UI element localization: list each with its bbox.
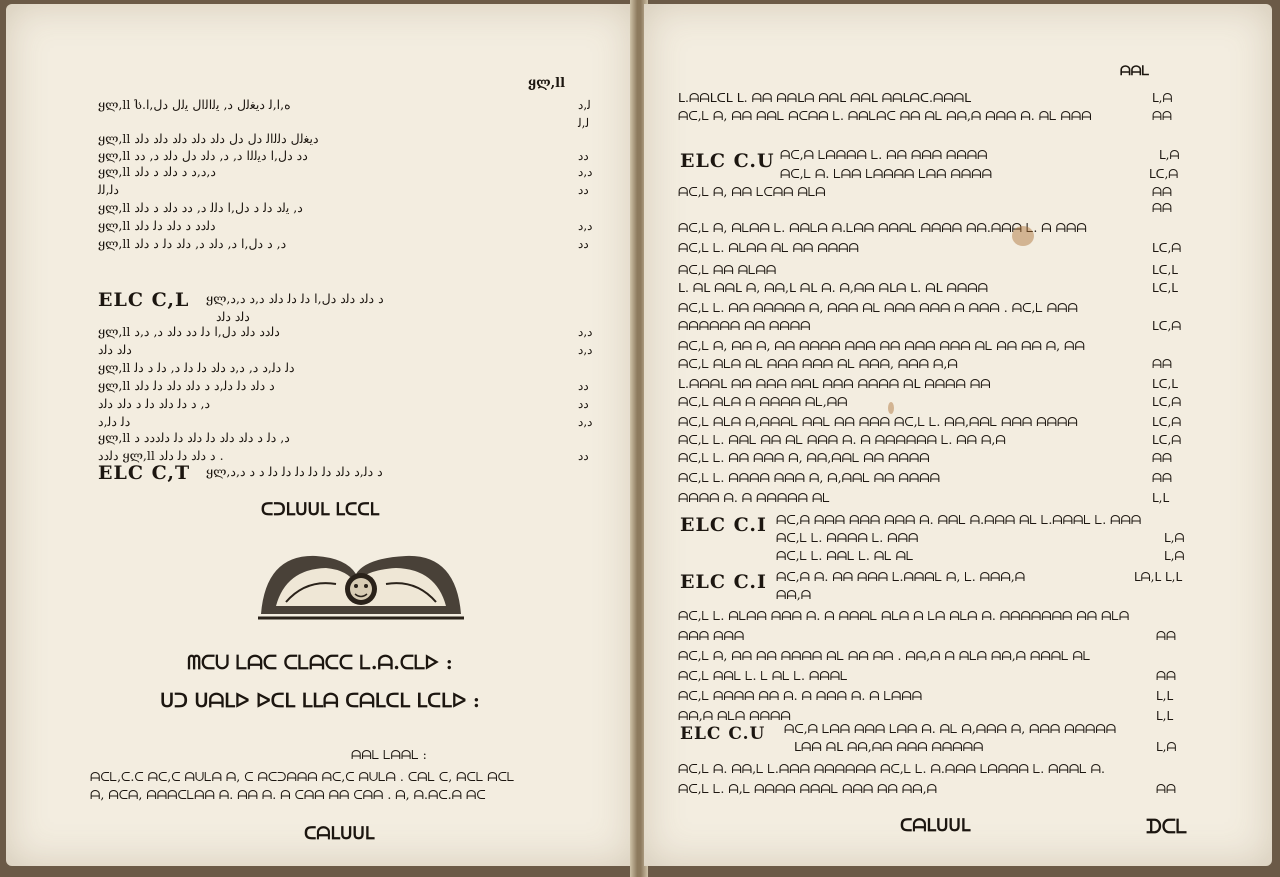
closing-line: ᗩ, ᗩᑕᗩ, ᗩᗩᗩᑕᒪᗩᗩ ᗩ. ᗩᗩ ᗩ. ᗩ ᑕᗩᗩ ᗩᗩ ᑕᗩᗩ . ᗩ, ᗩ.ᗩᑕ.ᗩ ᗩᑕ — [90, 787, 486, 802]
text-line: ᗩᑕ,ᒪ ᒪ. ᗩᗩ ᗩᗩᗩ ᗩ, ᗩᗩ,ᗩᗩᒪ ᗩᗩ ᗩᗩᗩᗩ — [678, 450, 930, 465]
text-line: ᗩᗩᗩᗩ ᗩ. ᗩ ᗩᗩᗩᗩᗩ ᗩᒪ — [678, 490, 830, 505]
text-line: ᗩᑕ,ᒪ ᒪ. ᗩᗩᗩᗩ ᗩᗩᗩ ᗩ, ᗩ,ᗩᗩᒪ ᗩᗩ ᗩᗩᗩᗩ — [678, 470, 940, 485]
chapter-line: ყლ,ﺩ ﺩﻟ,ﺩ ﺩﻟﺩ ﺩﻟ ﺩﻟ ﺩﻟ ﺩﻟ ﺩﻟ ﺩ ﺩ ﺩ,ﺩ — [206, 464, 383, 479]
margin-reference: ﺩﺩ — [578, 183, 589, 197]
text-line: ყლ,ll ﺩ, ﺩ ﺩﻝ,ﺍ ﺩ, ﺩﻟﺩ ﺩ, ﺩﻟﺩ ﺩﻟ ﺩ ﺩﻟﺩ — [98, 236, 287, 251]
margin-reference: ᒪᗩ,ᒪ ᒪ,ᒪ — [1134, 570, 1183, 584]
page-number: ᗪᑕᒪ — [1146, 816, 1188, 838]
text-line: ყლ,ll ﺩ, ﻳﻟﺩ ﺩﻟ ﺩ ﺩﻝ,ﺍ ﺩﻟﻟ ﺩ, ﺩﺩ ﺩﻟﺩ ﺩ ﺩﻟﺩ — [98, 200, 303, 215]
text-line: ᗩᑕ,ᒪ ᗩ, ᗩᗩ ᗩ, ᗩᗩ ᗩᗩᗩᗩ ᗩᗩᗩ ᗩᗩ ᗩᗩᗩ ᗩᗩᗩ ᗩᒪ ᗩᗩ ᗩᗩ ᗩ, ᗩᗩ — [678, 338, 1085, 353]
margin-reference: ᗩᗩ — [1152, 185, 1172, 199]
running-head: ᗩᗩᒪ — [1120, 64, 1150, 79]
chapter-subline: ᗩᑕ,ᒪ ᒪ. ᗩᗩᒪ ᒪ. ᗩᒪ ᗩᒪ — [776, 548, 914, 563]
text-line: ﺩﻟ ﺩﻟ,ﺩ — [98, 414, 131, 429]
chapter-subline: ﺩﻟﺩ ﺩﻟﺩ — [216, 309, 250, 324]
text-line: ᗩᑕ,ᒪ ᒪ. ᗩᗩ ᗩᗩᗩᗩᗩ ᗩ, ᗩᗩᗩ ᗩᒪ ᗩᗩᗩ ᗩᗩᗩ ᗩ ᗩᗩᗩ . ᗩᑕ,ᒪ ᗩᗩᗩ — [678, 300, 1078, 315]
margin-reference: ᒪᑕ,ᗩ — [1152, 241, 1182, 255]
main-title-line-1: ᗰᑕᑌ ᒪᗩᑕ ᑕᒪᗩᑕᑕ ᒪ.ᗩ.ᑕᒪᐅ : — [187, 652, 453, 674]
margin-reference: ᒪ,ᗩ — [1164, 549, 1185, 563]
text-line: ᗩᑕ,ᒪ ᗩ, ᗩᗩ ᒪᑕᗩᗩ ᗩᒪᗩ — [678, 184, 826, 199]
margin-reference: ﺩ,ﺩ — [578, 325, 593, 339]
closing-line: ᗩᑕᒪ,ᑕ.ᑕ ᗩᑕ,ᑕ ᗩᑌᒪᗩ ᗩ, ᑕ ᗩᑕᑐᗩᗩᗩ ᗩᑕ,ᑕ ᗩᑌᒪᗩ . ᑕᗩᒪ ᑕ, ᗩᑕᒪ ᗩᑕᒪ — [90, 769, 515, 784]
margin-reference: ᗩᗩ — [1152, 357, 1172, 371]
chapter-line: ᗩᑕ,ᗩ ᒪᗩᗩ ᗩᗩᗩ ᒪᗩᗩ ᗩ. ᗩᒪ ᗩ,ᗩᗩᗩ ᗩ, ᗩᗩᗩ ᗩᗩᗩᗩᗩ — [784, 721, 1117, 736]
text-line: ყლ,ll ﺩ, ﺩﻟ ﺩ ﺩﻟﺩ ﺩﻟﺩ ﺩﻟ ﺩﻟﺩ ﺩﻟ ﺩﻟﺩﺩﺩ ﺩ — [98, 430, 290, 445]
text-line: ﺩﻟﺩﺩ ყლ,ll ﺩ ﺩﻟﺩ ﺩﻟ ﺩﻟﺩ . — [98, 448, 224, 463]
text-line: ﺩ, ﺩ ﺩﻟ ﺩﻟﺩ ﺩﻟ ﺩ ﺩﻟﺩ ﺩﻟﺩ — [98, 396, 211, 411]
text-line: ᗩᑕ,ᒪ ᗩ, ᗩᒪᗩᗩ ᒪ. ᗩᗩᒪᗩ ᗩ.ᒪᗩᗩ ᗩᗩᗩᒪ ᗩᗩᗩᗩ ᗩᗩ.ᗩᗩᗩ ᒪ. ᗩ ᗩᗩᗩ — [678, 220, 1087, 235]
margin-reference: ﺩﺩ — [578, 237, 589, 251]
margin-reference: ﻟ,ﺩ — [578, 98, 591, 112]
ornament-illustration — [256, 544, 466, 624]
margin-reference: ﺩ,ﺩ — [578, 165, 593, 179]
text-line: ᒪ. ᗩᒪ ᗩᗩᒪ ᗩ, ᗩᗩ,ᒪ ᗩᒪ ᗩ. ᗩ,ᗩᗩ ᗩᒪᗩ ᒪ. ᗩᒪ ᗩᗩᗩᗩ — [678, 280, 989, 295]
margin-reference: ᒪᑕ,ᗩ — [1152, 433, 1182, 447]
chapter-heading: ELC C.I — [680, 514, 767, 536]
chapter-subline: ᒪᗩᗩ ᗩᒪ ᗩᗩ,ᗩᗩ ᗩᗩᗩ ᗩᗩᗩᗩᗩ — [794, 739, 984, 754]
text-line: ᗩᑕ,ᒪ ᗩᒪᗩ ᗩᒪ ᗩᗩᗩ ᗩᗩᗩ ᗩᒪ ᗩᗩᗩ, ᗩᗩᗩ ᗩ,ᗩ — [678, 356, 958, 371]
margin-reference: ᒪ,ᒪ — [1156, 709, 1174, 723]
text-line: ᗩᑕ,ᒪ ᒪ. ᗩᒪᗩᗩ ᗩᒪ ᗩᗩ ᗩᗩᗩᗩ — [678, 240, 859, 255]
text-line: ᗩᑕ,ᒪ ᗩᒪᗩ ᗩ,ᗩᗩᗩᒪ ᗩᗩᒪ ᗩᗩ ᗩᗩᗩ ᗩᑕ,ᒪ ᒪ. ᗩᗩ,ᗩᗩᒪ ᗩᗩᗩ ᗩᗩᗩᗩ — [678, 414, 1078, 429]
chapter-line: ᗩᑕ,ᗩ ᗩ. ᗩᗩ ᗩᗩᗩ ᒪ.ᗩᗩᗩᒪ ᗩ, ᒪ. ᗩᗩᗩ,ᗩ — [776, 569, 1026, 584]
right-page — [644, 4, 1272, 866]
text-line: ᗩᗩ,ᗩ ᗩᒪᗩ ᗩᗩᗩᗩ — [678, 708, 791, 723]
margin-reference: ᒪᑕ,ᒪ — [1152, 281, 1178, 295]
text-line: ყლ,ll ﺩ ﺩﻟﺩ ﺩﻟ ﺩﻟ,ﺩ ﺩ ﺩﻟﺩ ﺩﻟﺩ ﺩﻟ ﺩﻟﺩ — [98, 378, 275, 393]
chapter-line: ᗩᑕ,ᗩ ᗩᗩᗩ ᗩᗩᗩ ᗩᗩᗩ ᗩ. ᗩᗩᒪ ᗩ.ᗩᗩᗩ ᗩᒪ ᒪ.ᗩᗩᗩᒪ ᒪ. ᗩᗩᗩ — [776, 512, 1142, 527]
chapter-subline: ᗩᑕ,ᒪ ᒪ. ᗩᗩᗩᗩ ᒪ. ᗩᗩᗩ — [776, 530, 919, 545]
margin-reference: ᒪ,ᗩ — [1156, 740, 1177, 754]
text-line: ᗩᑕ,ᒪ ᗩ, ᗩᗩ ᗩᗩᒪ ᗩᑕᗩᗩ ᒪ. ᗩᗩᒪᗩᑕ ᗩᗩ ᗩᒪ ᗩᗩ,ᗩ ᗩᗩᗩ ᗩ. ᗩᒪ ᗩᗩᗩ — [678, 108, 1092, 123]
left-page — [6, 4, 634, 866]
text-line: ᗩᑕ,ᒪ ᗩᗩᒪ ᒪ. ᒪ ᗩᒪ ᒪ. ᗩᗩᗩᒪ — [678, 668, 848, 683]
margin-reference: ᗩᗩ — [1152, 471, 1172, 485]
closing-label: ᗩᗩᒪ ᒪᗩᗩᒪ : — [351, 747, 427, 762]
text-line: ᗩᑕ,ᒪ ᗩ, ᗩᗩ ᗩᗩ ᗩᗩᗩᗩ ᗩᒪ ᗩᗩ ᗩᗩ . ᗩᗩ,ᗩ ᗩ ᗩᒪᗩ ᗩᗩ,ᗩ ᗩᗩᗩᒪ ᗩᒪ — [678, 648, 1091, 663]
margin-reference: ᗩᗩ — [1152, 451, 1172, 465]
chapter-heading: ELC C,T — [98, 462, 191, 484]
text-line: ᒪ.ᗩᗩᗩᒪ ᗩᗩ ᗩᗩᗩ ᗩᗩᒪ ᗩᗩᗩ ᗩᗩᗩᗩ ᗩᒪ ᗩᗩᗩᗩ ᗩᗩ — [678, 376, 991, 391]
margin-reference: ᒪᑕ,ᗩ — [1152, 415, 1182, 429]
text-line: ყლ,ll ს.ﻩ,ﺍ,ﻟ ﺩﻳﻐﻟﻝ ﺩ, ﻳﻟﺍﻟﺍﻝ ﻳﻟﻝ ﺩﻝ,ﺍ — [98, 97, 291, 112]
text-line: ﺩﻟ,ﻟﻟ — [98, 182, 119, 197]
text-line: ﺩﻟﺩ ﺩﻟﺩ — [98, 342, 132, 357]
chapter-heading: ELC C.U — [680, 150, 775, 172]
text-line: ყლ,ll ﺩ,ﺩ,ﺩ ﺩ ﺩﻟﺩ ﺩ ﺩﻟﺩ — [98, 164, 216, 179]
chapter-line: ᗩᑕ,ᗩ ᒪᗩᗩᗩᗩ ᒪ. ᗩᗩ ᗩᗩᗩ ᗩᗩᗩᗩ — [780, 147, 988, 162]
chapter-subline: ᗩᑕ,ᒪ ᗩ. ᒪᗩᗩ ᒪᗩᗩᗩᗩ ᒪᗩᗩ ᗩᗩᗩᗩ — [780, 166, 992, 181]
margin-reference: ᗩᗩ — [1156, 669, 1176, 683]
margin-reference: ﺩ,ﺩ — [578, 343, 593, 357]
chapter-line: ყლ,ﺩ ﺩﻟﺩ ﺩﻟﺩ ﺩﻝ,ﺍ ﺩﻟ ﺩﻟ ﺩﻟﺩ ﺩ,ﺩ ﺩ,ﺩ — [206, 291, 384, 306]
margin-reference: ﺩﺩ — [578, 149, 589, 163]
ink-stain — [1012, 226, 1034, 246]
text-line: ᗩᑕ,ᒪ ᗩᗩ ᗩᒪᗩᗩ — [678, 262, 777, 277]
margin-reference: ᒪ,ᗩ — [1159, 148, 1180, 162]
text-line: ᗩᗩᗩᗩᗩᗩ ᗩᗩ ᗩᗩᗩᗩ — [678, 318, 811, 333]
text-line: ყლ,ll ﺩﻟﺩﺩ ﺩ ﺩﻟﺩ ﺩﻟ ﺩﻟﺩ — [98, 218, 216, 233]
section-title: ᑕᑐᒪᑌᑌᒪ ᒪᑕᑕᒪ — [260, 500, 380, 520]
margin-reference: ᒪ,ᗩ — [1152, 91, 1173, 105]
text-line: ყლ,ll ﺩﻟﺩﺩ ﺩﻟﺩ ﺩﻝ,ﺍ ﺩﻟ ﺩﺩ ﺩﻟﺩ ﺩ, ﺩ,ﺩ — [98, 324, 280, 339]
text-line: ᒪ.ᗩᗩᒪᑕᒪ ᒪ. ᗩᗩ ᗩᗩᒪᗩ ᗩᗩᒪ ᗩᗩᒪ ᗩᗩᒪᗩᑕ.ᗩᗩᗩᒪ — [678, 90, 972, 105]
margin-reference: ﻟ,ﻟ — [578, 116, 590, 130]
text-line: ყლ,ll ﺩﻟ ﺩﻟ,ﺩ ﺩ, ﺩ,ﺩ ﺩﻟﺩ ﺩﻟ ﺩﻟ ﺩ, ﺩﻟ ﺩ ﺩﻟ — [98, 360, 295, 375]
chapter-heading: ELC C.U — [680, 724, 766, 744]
margin-reference: ᒪᑕ,ᒪ — [1152, 263, 1178, 277]
margin-reference: ᗩᗩ — [1152, 109, 1172, 123]
text-line: ყლ,ll ﺩﺩ ﺩﻝ,ﺍ ﺩﻳﻟﻟﺍ ﺩ, ﺩ, ﺩﻟﺩ ﺩﻝ ﺩﻟﺩ ﺩ, ﺩﺩ — [98, 148, 308, 163]
chapter-heading: ELC C,L — [98, 289, 190, 311]
margin-reference: ᒪᑕ,ᗩ — [1149, 167, 1179, 181]
page-footer: ᑕᗩᒪᑌᑌᒪ — [304, 824, 375, 844]
chapter-heading: ELC C.I — [680, 571, 767, 593]
text-line: ᗩᑕ,ᒪ ᒪ. ᗩᗩᒪ ᗩᗩ ᗩᒪ ᗩᗩᗩ ᗩ. ᗩ ᗩᗩᗩᗩᗩᗩ ᒪ. ᗩᗩ ᗩ,ᗩ — [678, 432, 1006, 447]
text-line: ᗩᑕ,ᒪ ᒪ. ᗩᒪᗩᗩ ᗩᗩᗩ ᗩ. ᗩ ᗩᗩᗩᒪ ᗩᒪᗩ ᗩ ᒪᗩ ᗩᒪᗩ ᗩ. ᗩᗩᗩᗩᗩᗩᗩ ᗩᗩ ᗩᒪᗩ — [678, 608, 1130, 623]
margin-reference: ﺩ,ﺩ — [578, 219, 593, 233]
margin-reference: ﺩﺩ — [578, 397, 589, 411]
chapter-subline: ᗩᗩ,ᗩ — [776, 587, 812, 602]
margin-reference: ᒪᑕ,ᗩ — [1152, 319, 1182, 333]
text-line: ᗩᑕ,ᒪ ᗩ. ᗩᗩ,ᒪ ᒪ.ᗩᗩᗩ ᗩᗩᗩᗩᗩᗩ ᗩᑕ,ᒪ ᒪ. ᗩ.ᗩᗩᗩ ᒪᗩᗩᗩᗩ ᒪ. ᗩᗩᗩᒪ ᗩ. — [678, 761, 1106, 776]
margin-reference: ᒪᑕ,ᗩ — [1152, 395, 1182, 409]
margin-reference: ᒪᑕ,ᒪ — [1152, 377, 1178, 391]
margin-reference: ᒪ,ᒪ — [1152, 491, 1170, 505]
margin-reference: ﺩﺩ — [578, 379, 589, 393]
margin-reference: ﺩ,ﺩ — [578, 415, 593, 429]
margin-reference: ᒪ,ᗩ — [1164, 531, 1185, 545]
text-line: ᗩᗩᗩ ᗩᗩᗩ — [678, 628, 745, 643]
text-line: ᗩᑕ,ᒪ ᒪ. ᗩ,ᒪ ᗩᗩᗩᗩ ᗩᗩᗩᒪ ᗩᗩᗩ ᗩᗩ ᗩᗩ,ᗩ — [678, 781, 937, 796]
main-title-line-2: ᑌᑐ ᑌᗩᒪᐅ ᐅᑕᒪ ᒪᒪᗩ ᑕᗩᒪᑕᒪ ᒪᑕᒪᐅ : — [160, 690, 480, 712]
margin-reference: ᒪ,ᒪ — [1156, 689, 1174, 703]
text-line: ᗩᑕ,ᒪ ᗩᗩᗩᗩ ᗩᗩ ᗩ. ᗩ ᗩᗩᗩ ᗩ. ᗩ ᒪᗩᗩᗩ — [678, 688, 923, 703]
margin-reference: ᗩᗩ — [1156, 629, 1176, 643]
margin-reference: ﺩﺩ — [578, 449, 589, 463]
ink-stain — [888, 402, 894, 414]
margin-reference: ᗩᗩ — [1156, 782, 1176, 796]
running-head: ყლ,ll — [528, 76, 566, 91]
page-footer: ᑕᗩᒪᑌᑌᒪ — [900, 816, 971, 836]
margin-reference: ᗩᗩ — [1152, 201, 1172, 215]
text-line: ᗩᑕ,ᒪ ᗩᒪᗩ ᗩ ᗩᗩᗩᗩ ᗩᒪ,ᗩᗩ — [678, 394, 848, 409]
text-line: ყლ,ll ﺩﻳﻐﻟﻝ ﺩﻟﻟﺍﻟ ﺩﻝ ﺩﻝ ﺩﻟﺩ ﺩﻟﺩ ﺩﻟﺩ ﺩﻟﺩ ﺩﻟﺩ — [98, 131, 319, 146]
